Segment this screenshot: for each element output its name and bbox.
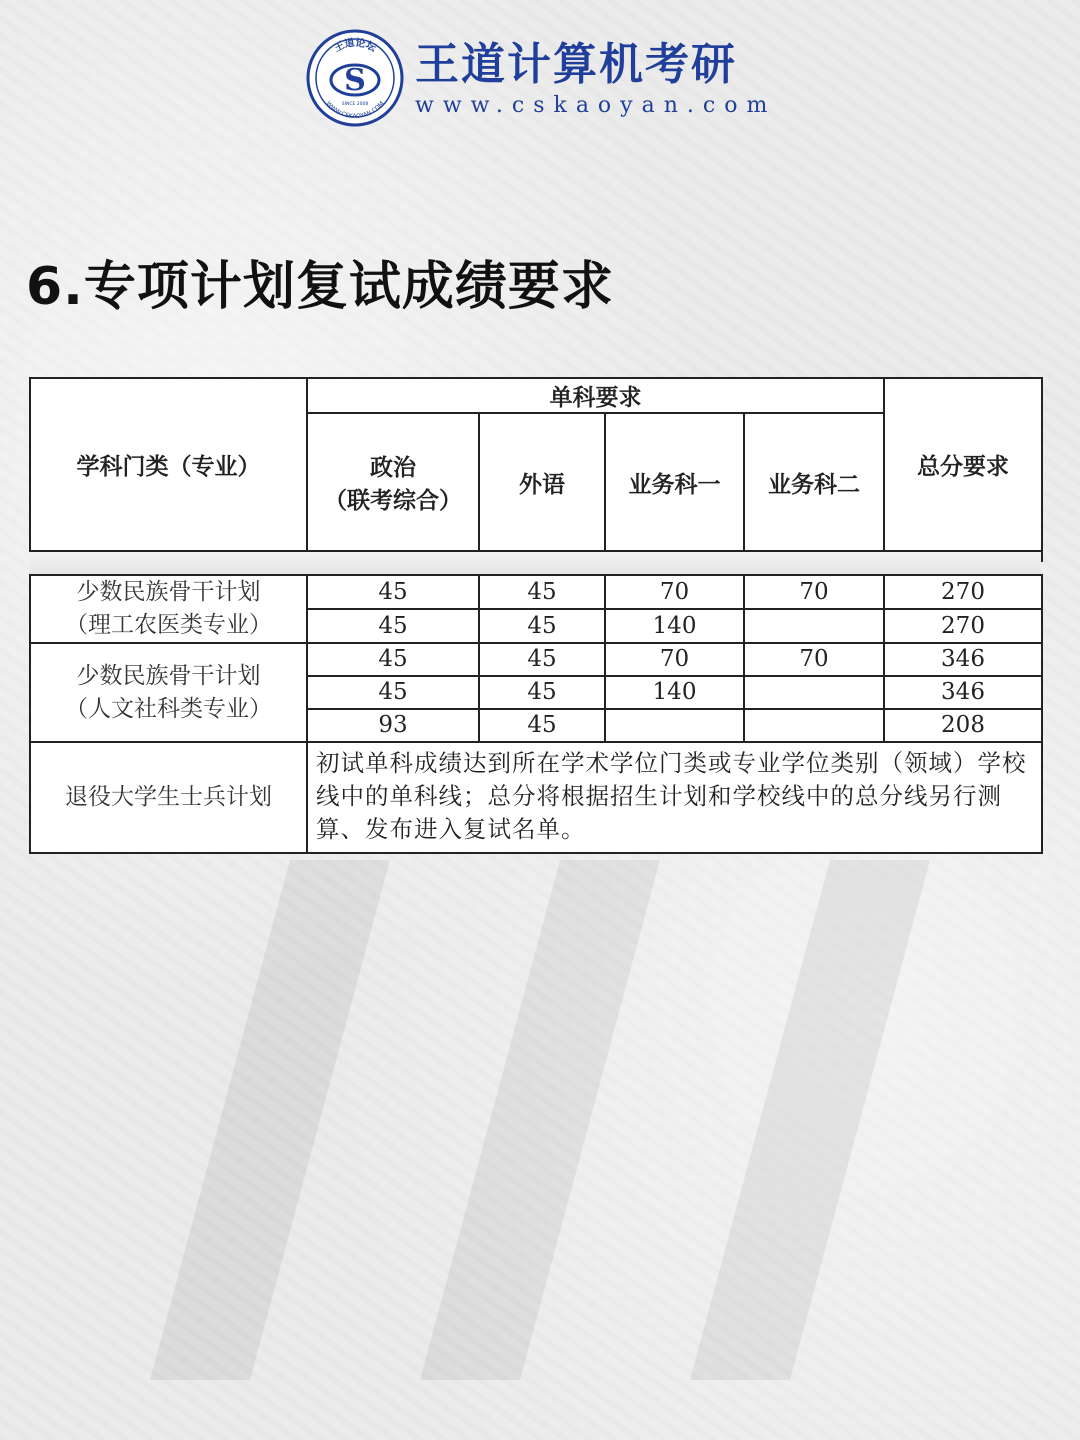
header-politics-line2: （联考综合） — [324, 488, 462, 514]
table-split-band — [29, 552, 1041, 574]
total-score: 346 — [884, 643, 1042, 676]
watermark-icon — [90, 820, 990, 1420]
header-subject-two: 业务科二 — [744, 413, 884, 551]
subject-one-score: 70 — [605, 575, 744, 609]
total-score: 346 — [884, 676, 1042, 709]
foreign-score: 45 — [479, 643, 605, 676]
politics-score: 45 — [307, 643, 479, 676]
subject-two-score: 70 — [744, 643, 884, 676]
politics-score: 45 — [307, 575, 479, 609]
foreign-score: 45 — [479, 575, 605, 609]
requirements-table-body — [29, 574, 1043, 854]
category-cell — [30, 643, 307, 742]
subject-one-score: 70 — [605, 643, 744, 676]
total-score: 270 — [884, 575, 1042, 609]
veteran-note: 初试单科成绩达到所在学术学位门类或专业学位类别（领域）学校线中的单科线；总分将根据招生计划和学校线中的总分线另行测算、发布进入复试名单。 — [307, 742, 1042, 853]
total-score: 270 — [884, 609, 1042, 643]
seal-top-text: 王道论坛 — [332, 37, 378, 55]
category-cell — [30, 575, 307, 643]
header-politics — [307, 413, 479, 551]
seal-year-text: SINCE 2008 — [341, 102, 369, 107]
brand-name: 王道计算机考研 — [415, 38, 737, 90]
header-category: 学科门类（专业） — [30, 378, 307, 551]
header-politics-line1: 政治 — [370, 455, 416, 481]
subject-one-score: 140 — [605, 676, 744, 709]
seal-logo-icon — [305, 28, 405, 128]
header-total: 总分要求 — [884, 378, 1042, 551]
foreign-score: 45 — [479, 609, 605, 643]
header-single-subject: 单科要求 — [307, 378, 884, 413]
politics-score: 45 — [307, 676, 479, 709]
subject-two-score — [744, 709, 884, 742]
total-score: 208 — [884, 709, 1042, 742]
veteran-category: 退役大学生士兵计划 — [30, 742, 307, 853]
foreign-score: 45 — [479, 709, 605, 742]
header-foreign-language: 外语 — [479, 413, 605, 551]
subject-two-score: 70 — [744, 575, 884, 609]
subject-two-score — [744, 676, 884, 709]
subject-one-score — [605, 709, 744, 742]
category-line: （理工农医类专业） — [65, 612, 272, 638]
svg-text:S: S — [344, 63, 366, 98]
brand-url: www.cskaoyan.com — [415, 92, 777, 118]
seal-bottom-text: WWW.CSKAOYAN.COM — [324, 100, 386, 121]
category-line: 少数民族骨干计划 — [76, 579, 261, 605]
page-title: 6.专项计划复试成绩要求 — [26, 257, 614, 317]
category-line: 少数民族骨干计划 — [76, 662, 261, 689]
politics-score: 93 — [307, 709, 479, 742]
brand-logo — [305, 28, 776, 128]
requirements-table-header — [29, 377, 1043, 562]
subject-one-score: 140 — [605, 609, 744, 643]
category-line: （人文社科类专业） — [65, 695, 272, 722]
subject-two-score — [744, 609, 884, 643]
foreign-score: 45 — [479, 676, 605, 709]
header-subject-one: 业务科一 — [605, 413, 744, 551]
politics-score: 45 — [307, 609, 479, 643]
